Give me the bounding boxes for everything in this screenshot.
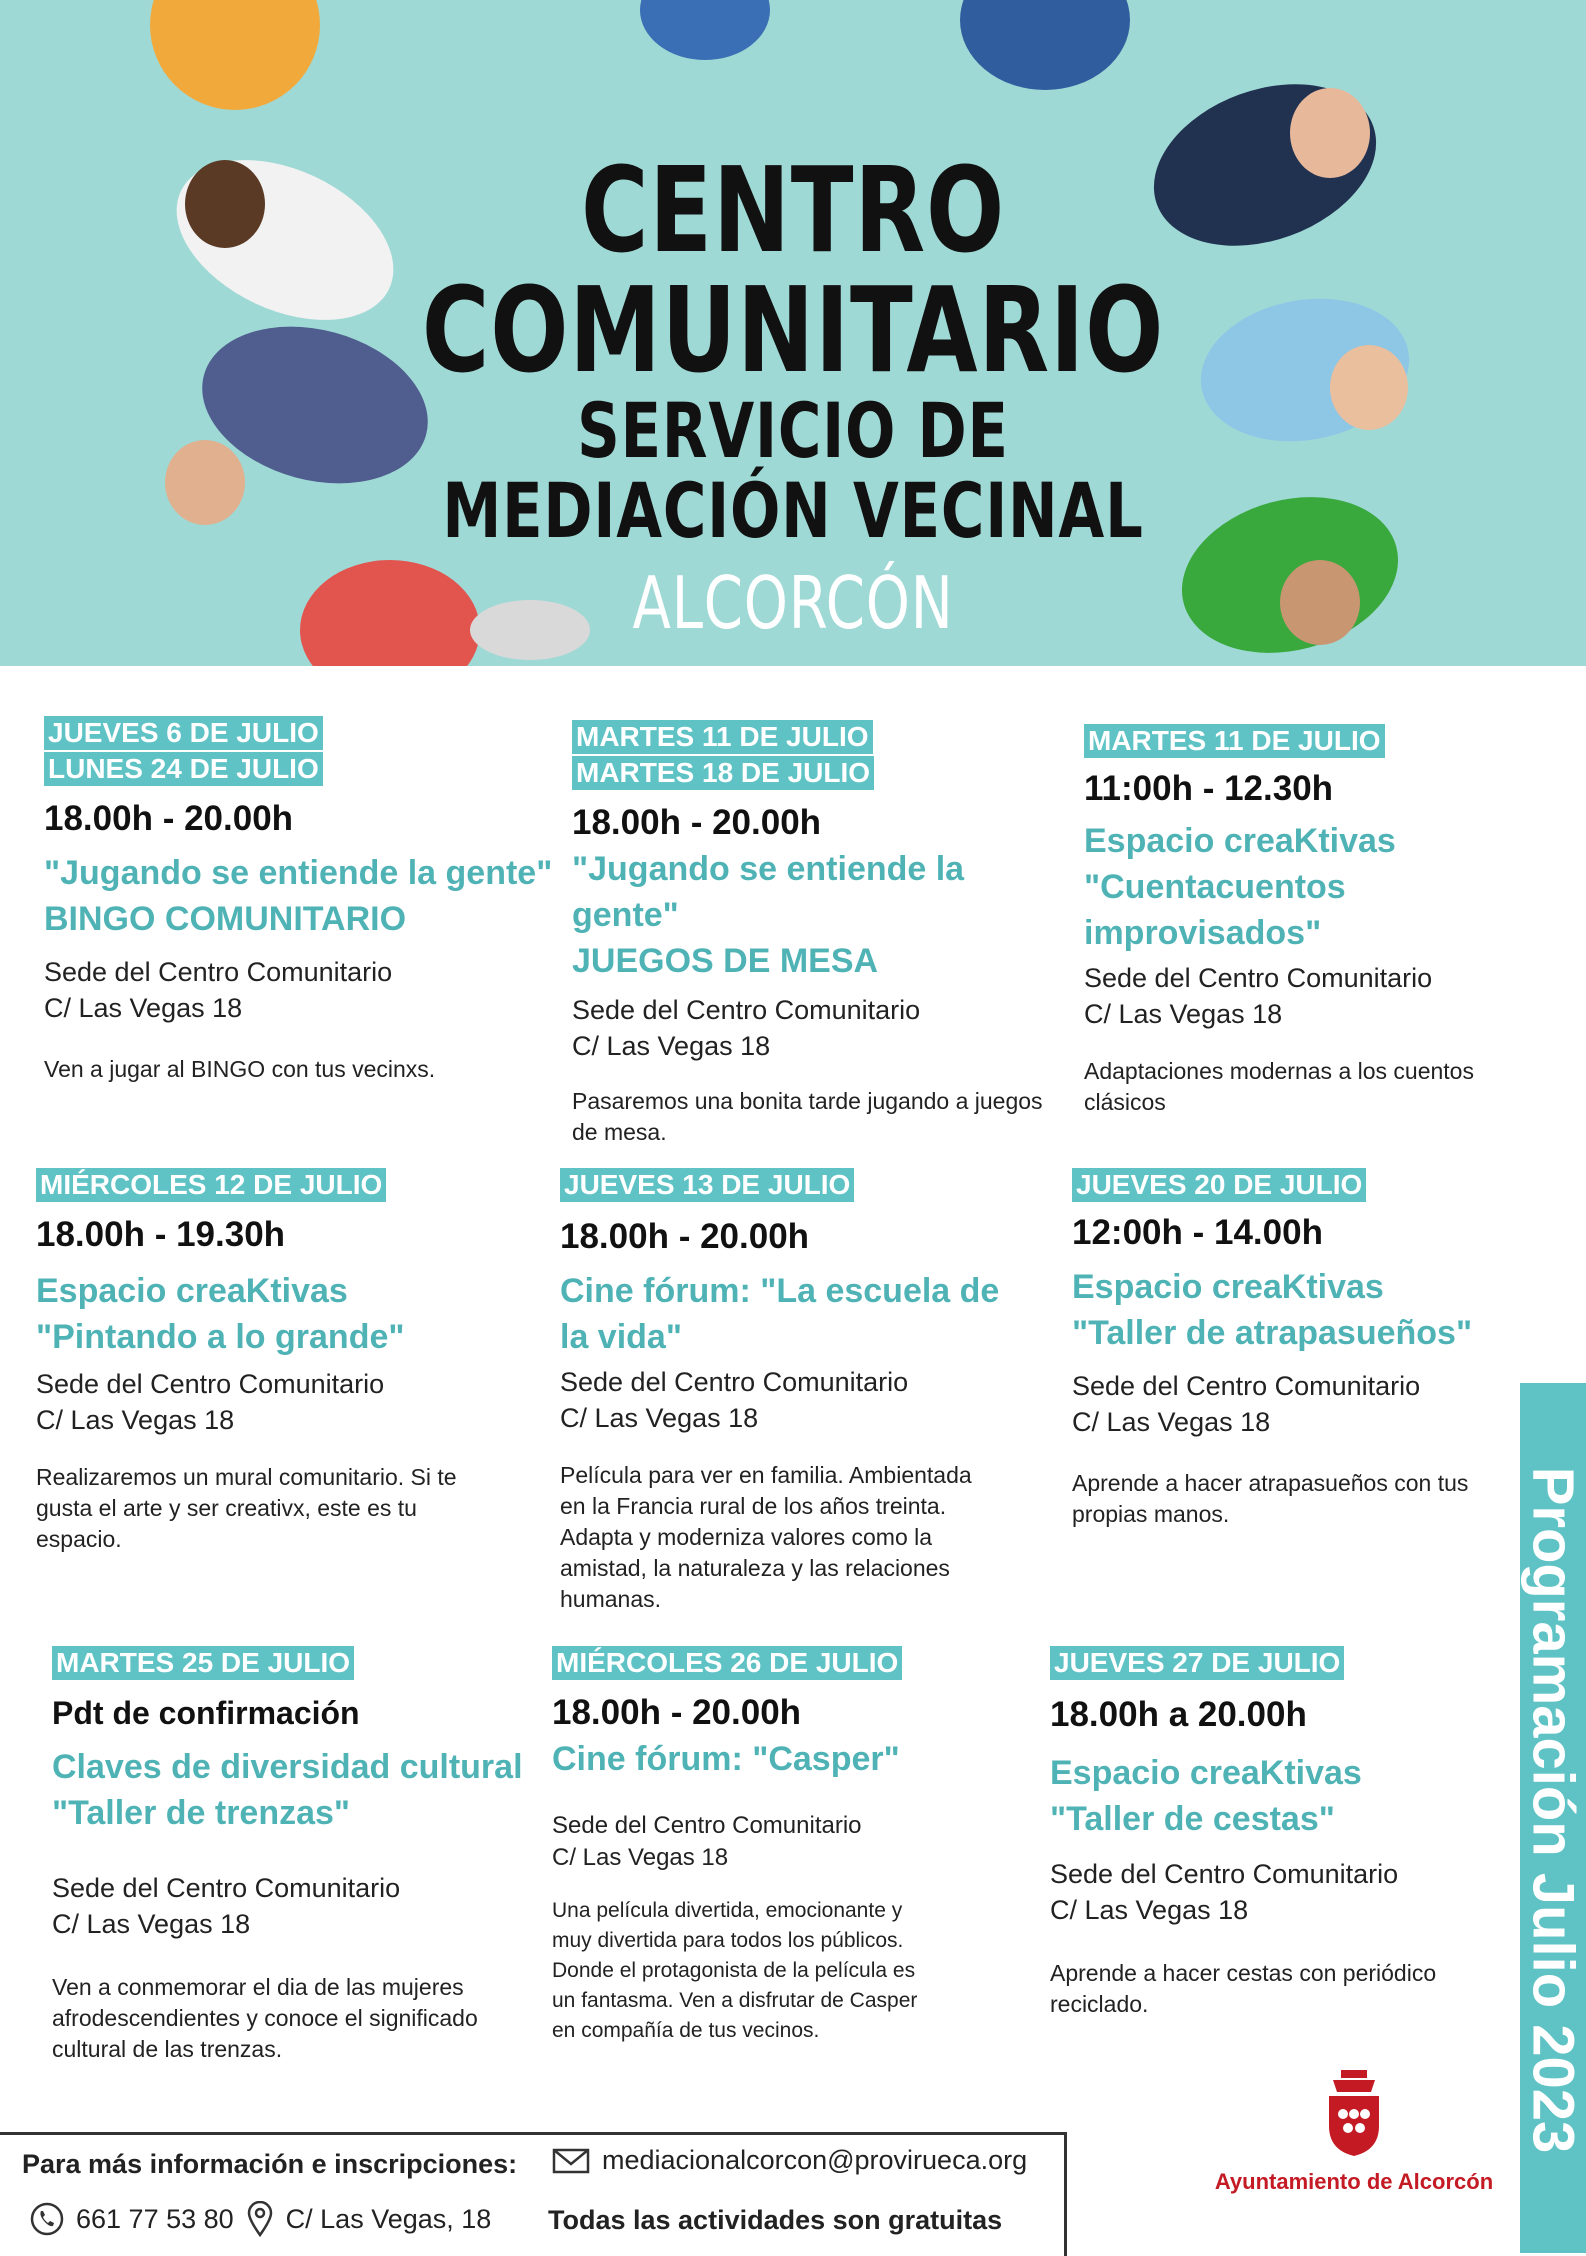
event-address: C/ Las Vegas 18 (572, 1028, 1072, 1064)
event-time: 18.00h - 20.00h (552, 1692, 1022, 1734)
event-description: Película para ver en familia. Ambientada (560, 1460, 1040, 1491)
event-title: Espacio creaKtivas (36, 1268, 556, 1314)
event-description: Aprende a hacer cestas con periódico (1050, 1958, 1510, 1989)
event-description: Una película divertida, emocionante y (552, 1896, 1022, 1926)
event-card (1072, 1168, 1512, 1530)
person-illustration (150, 0, 320, 110)
event-time: 12:00h - 14.00h (1072, 1212, 1512, 1254)
event-date: MARTES 11 DE JULIO (1084, 724, 1385, 758)
phone-icon (30, 2202, 64, 2236)
event-address: C/ Las Vegas 18 (1084, 996, 1514, 1032)
event-title: Espacio creaKtivas (1050, 1750, 1510, 1796)
free-activities-note: Todas las actividades son gratuitas (548, 2205, 1002, 2236)
event-description: espacio. (36, 1524, 556, 1555)
event-date: MARTES 25 DE JULIO (52, 1646, 354, 1680)
event-card (1050, 1646, 1510, 2020)
event-title: BINGO COMUNITARIO (44, 896, 564, 942)
event-description: Ven a jugar al BINGO con tus vecinxs. (44, 1054, 564, 1085)
event-description: amistad, la naturaleza y las relaciones (560, 1553, 1040, 1584)
event-address: C/ Las Vegas 18 (1050, 1892, 1510, 1928)
event-date: JUEVES 13 DE JULIO (560, 1168, 854, 1202)
city-council-logo (1204, 2068, 1504, 2195)
event-card (552, 1646, 1022, 2046)
event-title: Espacio creaKtivas (1084, 818, 1514, 864)
event-address: C/ Las Vegas 18 (560, 1400, 1040, 1436)
event-time: 11:00h - 12.30h (1084, 768, 1514, 810)
event-description: gusta el arte y ser creativx, este es tu (36, 1493, 556, 1524)
event-time: Pdt de confirmación (52, 1692, 552, 1734)
event-title: "Jugando se entiende la gente" (572, 846, 1072, 938)
city-council-name: Ayuntamiento de Alcorcón (1204, 2169, 1504, 2195)
event-date: JUEVES 20 DE JULIO (1072, 1168, 1366, 1202)
event-description: Pasaremos una bonita tarde jugando a juegos (572, 1086, 1072, 1117)
event-description: afrodescendientes y conoce el significado (52, 2003, 552, 2034)
location-pin-icon (246, 2201, 274, 2237)
event-date: JUEVES 27 DE JULIO (1050, 1646, 1344, 1680)
event-title: Espacio creaKtivas (1072, 1264, 1512, 1310)
event-date: MIÉRCOLES 26 DE JULIO (552, 1646, 902, 1680)
event-time: 18.00h a 20.00h (1050, 1694, 1510, 1736)
event-card (44, 716, 564, 1085)
side-banner-text: Programación Julio 2023 (1520, 1467, 1586, 2154)
event-description: Aprende a hacer atrapasueños con tus (1072, 1468, 1512, 1499)
hero-title-line1: CENTRO (174, 150, 1411, 270)
event-title: "Taller de cestas" (1050, 1796, 1510, 1842)
event-address: C/ Las Vegas 18 (52, 1906, 552, 1942)
event-title: JUEGOS DE MESA (572, 938, 1072, 984)
event-venue: Sede del Centro Comunitario (1050, 1856, 1510, 1892)
event-title: "Taller de trenzas" (52, 1790, 552, 1836)
envelope-icon (552, 2146, 590, 2176)
hero-subtitle-line2: MEDIACIÓN VECINAL (174, 472, 1411, 550)
event-title: Cine fórum: "La escuela de (560, 1268, 1040, 1314)
event-card (52, 1646, 552, 2065)
hero-title-line2: COMUNITARIO (174, 270, 1411, 390)
event-description: de mesa. (572, 1117, 1072, 1148)
event-title: improvisados" (1084, 910, 1514, 956)
event-card (560, 1168, 1040, 1615)
event-title: "Taller de atrapasueños" (1072, 1310, 1512, 1356)
event-time: 18.00h - 20.00h (560, 1216, 1040, 1258)
contact-footer (0, 2132, 1067, 2256)
event-description: humanas. (560, 1584, 1040, 1615)
event-venue: Sede del Centro Comunitario (560, 1364, 1040, 1400)
event-title: "Jugando se entiende la gente" (44, 850, 564, 896)
event-date: MIÉRCOLES 12 DE JULIO (36, 1168, 386, 1202)
event-description: Adaptaciones modernas a los cuentos (1084, 1056, 1514, 1087)
event-venue: Sede del Centro Comunitario (36, 1366, 556, 1402)
event-description: clásicos (1084, 1087, 1514, 1118)
event-address: C/ Las Vegas 18 (1072, 1404, 1512, 1440)
event-card (1084, 724, 1514, 1118)
event-address: C/ Las Vegas 18 (44, 990, 564, 1026)
event-description: en la Francia rural de los años treinta. (560, 1491, 1040, 1522)
event-title: "Pintando a lo grande" (36, 1314, 556, 1360)
event-description: reciclado. (1050, 1989, 1510, 2020)
event-date: LUNES 24 DE JULIO (44, 752, 323, 786)
event-date: JUEVES 6 DE JULIO (44, 716, 323, 750)
event-venue: Sede del Centro Comunitario (52, 1870, 552, 1906)
event-time: 18.00h - 19.30h (36, 1214, 556, 1256)
event-description: cultural de las trenzas. (52, 2034, 552, 2065)
event-date: MARTES 18 DE JULIO (572, 756, 874, 790)
event-card (36, 1168, 556, 1555)
event-title: "Cuentacuentos (1084, 864, 1514, 910)
person-illustration (960, 0, 1130, 90)
event-title: Cine fórum: "Casper" (552, 1736, 1022, 1782)
event-description: muy divertida para todos los públicos. (552, 1926, 1022, 1956)
contact-address: C/ Las Vegas, 18 (286, 2204, 492, 2235)
phone-row (30, 2201, 491, 2237)
info-label: Para más información e inscripciones: (22, 2149, 517, 2180)
event-date: MARTES 11 DE JULIO (572, 720, 873, 754)
event-venue: Sede del Centro Comunitario (1084, 960, 1514, 996)
person-illustration (640, 0, 770, 60)
email-row (552, 2145, 1027, 2176)
event-description: propias manos. (1072, 1499, 1512, 1530)
hero-banner (0, 0, 1586, 666)
event-venue: Sede del Centro Comunitario (552, 1810, 1022, 1842)
event-description: Adapta y moderniza valores como la (560, 1522, 1040, 1553)
contact-phone[interactable]: 661 77 53 80 (76, 2204, 234, 2235)
hero-subtitle-line1: SERVICIO DE (174, 392, 1411, 470)
event-description: Donde el protagonista de la película es (552, 1956, 1022, 1986)
event-venue: Sede del Centro Comunitario (44, 954, 564, 990)
event-description: un fantasma. Ven a disfrutar de Casper (552, 1986, 1022, 2016)
event-time: 18.00h - 20.00h (44, 798, 564, 840)
event-title: la vida" (560, 1314, 1040, 1360)
coat-of-arms-icon (1319, 2068, 1389, 2158)
event-description: Realizaremos un mural comunitario. Si te (36, 1462, 556, 1493)
event-card (572, 720, 1072, 1148)
event-venue: Sede del Centro Comunitario (572, 992, 1072, 1028)
event-venue: Sede del Centro Comunitario (1072, 1368, 1512, 1404)
event-address: C/ Las Vegas 18 (36, 1402, 556, 1438)
event-description: Ven a conmemorar el dia de las mujeres (52, 1972, 552, 2003)
hero-city: ALCORCÓN (174, 566, 1411, 640)
event-time: 18.00h - 20.00h (572, 802, 1072, 844)
contact-email[interactable]: mediacionalcorcon@provirueca.org (602, 2145, 1027, 2176)
event-title: Claves de diversidad cultural (52, 1744, 552, 1790)
event-description: en compañía de tus vecinos. (552, 2016, 1022, 2046)
event-address: C/ Las Vegas 18 (552, 1842, 1022, 1874)
